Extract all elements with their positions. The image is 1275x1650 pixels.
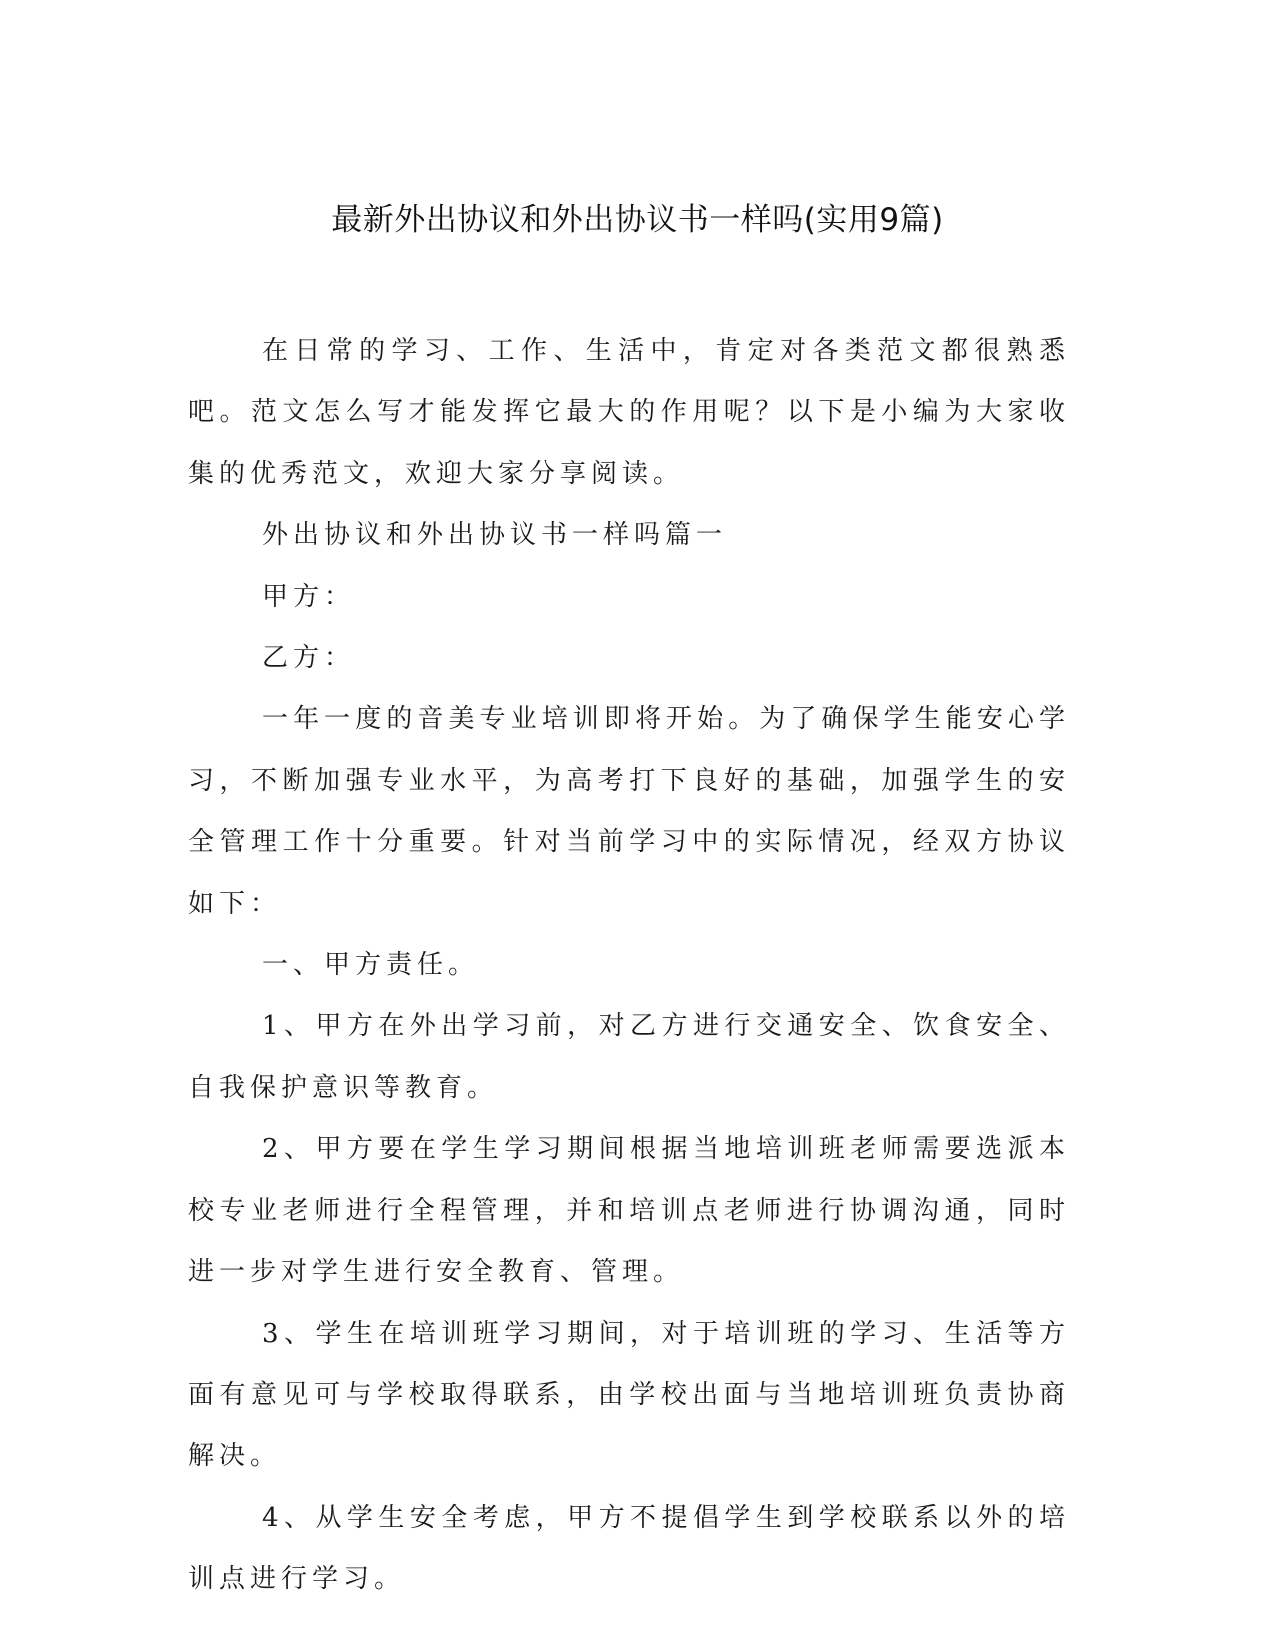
party-a-label: 甲方： (262, 581, 356, 612)
document-title: 最新外出协议和外出协议书一样吗(实用9篇) (331, 202, 944, 238)
clause-item-4: 4、从学生安全考虑，甲方不提倡学生到学校联系以外的培训点进行学习。 (188, 1502, 1070, 1595)
paragraph-intro: 在日常的学习、工作、生活中，肯定对各类范文都很熟悉吧。范文怎么写才能发挥它最大的作用呢？以下是小编为大家收集的优秀范文，欢迎大家分享阅读。 (188, 336, 1070, 489)
document-body (188, 321, 1070, 1611)
clause-item-3: 3、学生在培训班学习期间，对于培训班的学习、生活等方面有意见可与学校取得联系，由学校出面与当地培训班负责协商解决。 (188, 1318, 1070, 1472)
clause-item-2: 2、甲方要在学生学习期间根据当地培训班老师需要选派本校专业老师进行全程管理，并和培训点老师进行协调沟通，同时进一步对学生进行安全教育、管理。 (188, 1134, 1070, 1288)
party-b-label: 乙方： (262, 643, 356, 674)
clause-heading-party-a: 一、甲方责任。 (262, 950, 480, 981)
section-heading: 外出协议和外出协议书一样吗篇一 (262, 520, 728, 551)
clause-item-1: 1、甲方在外出学习前，对乙方进行交通安全、饮食安全、自我保护意识等教育。 (188, 1011, 1070, 1103)
paragraph-preamble: 一年一度的音美专业培训即将开始。为了确保学生能安心学习，不断加强专业水平，为高考打下良好的基础，加强学生的安全管理工作十分重要。针对当前学习中的实际情况，经双方协议如下： (188, 704, 1070, 919)
